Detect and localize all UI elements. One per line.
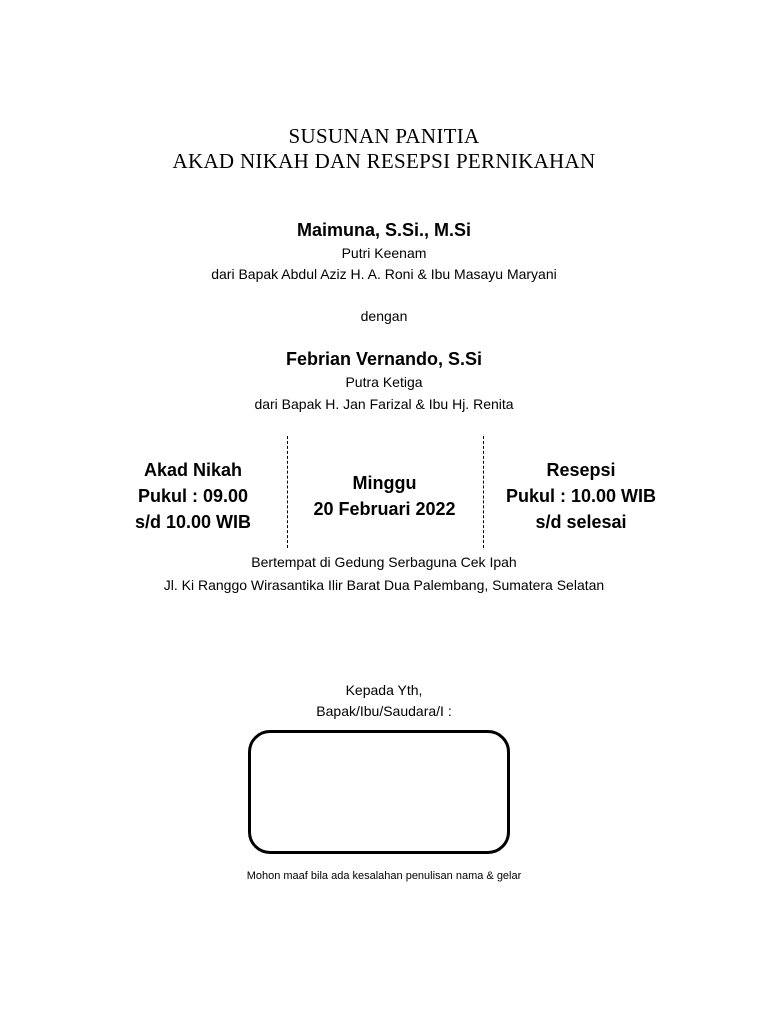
venue-name: Bertempat di Gedung Serbaguna Cek Ipah xyxy=(251,554,517,570)
akad-nikah-heading: Akad Nikah xyxy=(143,460,243,480)
addressee-greeting: Kepada Yth, xyxy=(345,682,423,698)
venue-address: Jl. Ki Ranggo Wirasantika Ilir Barat Dua Palembang, Sumatera Selatan xyxy=(163,577,605,593)
resepsi-end-time: s/d selesai xyxy=(535,512,627,532)
resepsi-heading: Resepsi xyxy=(546,460,616,480)
addressee-name-box xyxy=(248,730,510,854)
event-date-block xyxy=(292,470,477,522)
groom-parents: dari Bapak H. Jan Farizal & Ibu Hj. Renita xyxy=(254,396,514,412)
bride-name: Maimuna, S.Si., M.Si xyxy=(296,220,472,240)
bride-parents: dari Bapak Abdul Aziz H. A. Roni & Ibu Masayu Maryani xyxy=(211,266,557,282)
addressee-label: Bapak/Ibu/Saudara/I : xyxy=(316,703,452,719)
akad-nikah-end-time: s/d 10.00 WIB xyxy=(134,512,252,532)
resepsi-time: Pukul : 10.00 WIB xyxy=(505,486,657,506)
groom-name: Febrian Vernando, S.Si xyxy=(285,349,483,369)
connector-text: dengan xyxy=(360,308,408,324)
left-dashed-divider xyxy=(287,436,288,548)
event-date: 20 Februari 2022 xyxy=(313,499,456,519)
event-day: Minggu xyxy=(352,473,417,493)
document-title-line-1: SUSUNAN PANITIA xyxy=(288,124,480,148)
resepsi-block xyxy=(492,457,670,535)
document-title-line-2: AKAD NIKAH DAN RESEPSI PERNIKAHAN xyxy=(172,149,596,173)
right-dashed-divider xyxy=(483,436,484,548)
groom-relation: Putra Ketiga xyxy=(345,374,423,390)
bride-relation: Putri Keenam xyxy=(341,245,427,261)
akad-nikah-time: Pukul : 09.00 xyxy=(137,486,249,506)
footnote-apology: Mohon maaf bila ada kesalahan penulisan nama & gelar xyxy=(246,870,522,882)
akad-nikah-block xyxy=(108,457,278,535)
